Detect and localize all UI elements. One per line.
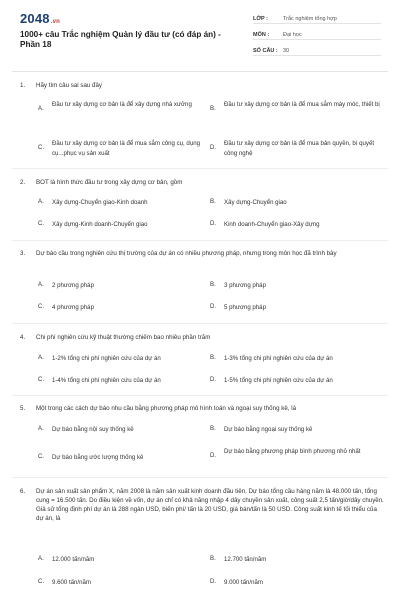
option-letter: B. <box>210 198 216 205</box>
question-1 <box>20 81 385 90</box>
option-text: 4 phương pháp <box>52 304 94 311</box>
option-text: 1-2% tổng chi phí nghiên cứu của dự án <box>52 355 161 362</box>
divider <box>12 240 388 241</box>
option-letter: C. <box>38 144 45 151</box>
divider <box>12 323 388 324</box>
option-c[interactable] <box>38 220 208 230</box>
header <box>0 0 400 64</box>
question-number: 1. <box>20 82 26 89</box>
option-letter: D. <box>210 303 217 310</box>
question-6 <box>20 487 385 523</box>
divider <box>12 477 388 478</box>
meta-info <box>253 12 381 60</box>
meta-count-row <box>253 44 381 56</box>
question-number: 2. <box>20 179 26 186</box>
option-c[interactable] <box>38 453 208 463</box>
option-text: Đầu tư xây dựng cơ bản là để xây dựng nhà xưởng <box>52 101 192 108</box>
option-a[interactable] <box>38 281 208 291</box>
option-text: 12.000 tấn/năm <box>52 556 95 563</box>
divider <box>12 395 388 396</box>
option-letter: D. <box>210 376 217 383</box>
option-letter: B. <box>210 354 216 361</box>
question-5 <box>20 404 385 413</box>
option-text: Kinh doanh-Chuyển giao-Xây dựng <box>224 221 320 228</box>
option-letter: B. <box>210 105 216 112</box>
option-text: 12.700 tấn/năm <box>224 556 267 563</box>
question-number: 3. <box>20 250 26 257</box>
option-text: 3 phương pháp <box>224 282 266 289</box>
option-text: Dự báo bằng ước lượng thống kê <box>52 454 144 461</box>
option-text: Xây dựng-Kinh doanh-Chuyển giao <box>52 221 148 228</box>
option-letter: D. <box>210 144 217 151</box>
option-text: Dự báo bằng ngoại suy thống kê <box>224 426 313 433</box>
option-b[interactable] <box>210 198 380 208</box>
divider <box>12 168 388 169</box>
option-text: Đầu tư xây dựng cơ bản là để mua sắm máy móc, thiết bị <box>224 101 380 108</box>
option-letter: B. <box>210 555 216 562</box>
meta-class-row <box>253 12 381 24</box>
option-a[interactable] <box>38 100 208 112</box>
option-letter: D. <box>210 452 217 459</box>
option-letter: A. <box>38 105 44 112</box>
question-text: Dự án sản xuất sản phẩm X, năm 2008 là năm sản xuất kinh doanh đầu tiên. Dự báo tổng cầu hàng năm là 48.000 tấn, tổng cung = 16.500 tấn. Do điều kiện về vốn, dự án chỉ có khả năng nhập 4 dây chuyền sản xuất, công suất 2,5 tấn/giờ/dây chuyền. Giả sử tổng định phí dự án là 288 ngàn USD, biến phí/ tấn là 20 USD, giá bán/tấn là 50 USD. Công suất kinh tế tối thiểu của dự án, là <box>36 488 384 522</box>
option-d[interactable] <box>210 139 380 158</box>
option-text: Dự báo bằng phương pháp bình phương nhỏ nhất <box>224 448 361 455</box>
question-text: Một trong các cách dự báo nhu cầu bằng phương pháp mô hình toán và ngoại suy thống kê, là <box>36 405 297 412</box>
option-letter: C. <box>38 303 45 310</box>
option-text: Xây dựng-Chuyển giao <box>224 199 287 206</box>
option-letter: B. <box>210 281 216 288</box>
option-letter: B. <box>210 425 216 432</box>
option-text: 9.600 tấn/năm <box>52 579 91 586</box>
option-letter: A. <box>38 198 44 205</box>
document-title: 1000+ câu Trắc nghiệm Quản lý đầu tư (có đáp án) - Phần 18 <box>20 30 221 49</box>
option-b[interactable] <box>210 354 380 364</box>
meta-class-label: LỚP : <box>253 16 268 22</box>
option-letter: A. <box>38 281 44 288</box>
option-b[interactable] <box>210 555 380 565</box>
header-divider <box>12 71 388 72</box>
option-c[interactable] <box>38 578 208 588</box>
option-a[interactable] <box>38 425 208 435</box>
meta-subject-row <box>253 28 381 40</box>
question-text: Chi phí nghiên cứu kỹ thuật thường chiếm bao nhiêu phần trăm <box>36 334 211 341</box>
meta-count-value: 30 <box>283 48 290 54</box>
question-2 <box>20 178 385 187</box>
option-letter: A. <box>38 425 44 432</box>
question-text: Dự báo cầu trong nghiên cứu thị trường của dự án có nhiều phương pháp, nhưng trong môn học đã trình bày <box>36 250 337 257</box>
question-number: 4. <box>20 334 26 341</box>
option-d[interactable] <box>210 578 380 588</box>
option-text: 9.000 tấn/năm <box>224 579 263 586</box>
option-letter: D. <box>210 578 217 585</box>
option-letter: C. <box>38 220 45 227</box>
meta-class-value: Trắc nghiệm tổng hợp <box>283 16 337 22</box>
option-text: 1-3% tổng chi phí nghiên cứu của dự án <box>224 355 333 362</box>
question-text: Hãy tìm câu sai sau đây <box>36 82 103 89</box>
option-d[interactable] <box>210 376 380 386</box>
meta-subject-value: Đại học <box>283 32 302 38</box>
option-b[interactable] <box>210 425 380 435</box>
option-c[interactable] <box>38 303 208 313</box>
option-letter: C. <box>38 376 45 383</box>
option-a[interactable] <box>38 354 208 364</box>
option-letter: A. <box>38 555 44 562</box>
option-text: Đầu tư xây dựng cơ bản là để mua sắm công cụ, dụng cụ...phục vụ sản xuất <box>52 140 200 157</box>
question-3 <box>20 249 385 258</box>
question-4 <box>20 333 385 342</box>
option-text: Dự báo bằng nội suy thống kê <box>52 426 134 433</box>
option-text: 5 phương pháp <box>224 304 266 311</box>
logo-domain: .vn <box>50 19 61 25</box>
option-text: 1-5% tổng chi phí nghiên cứu của dự án <box>224 377 333 384</box>
option-text: Đầu tư xây dựng cơ bản là để mua bản quyền, bí quyết công nghệ <box>224 140 375 157</box>
option-c[interactable] <box>38 376 208 386</box>
option-d[interactable] <box>210 447 380 459</box>
option-letter: D. <box>210 220 217 227</box>
option-a[interactable] <box>38 198 208 208</box>
option-letter: C. <box>38 453 45 460</box>
site-logo[interactable] <box>20 11 60 26</box>
option-d[interactable] <box>210 303 380 313</box>
question-text: BOT là hình thức đầu tư trong xây dựng cơ bản, gồm <box>36 179 183 186</box>
option-letter: C. <box>38 578 45 585</box>
question-number: 6. <box>20 488 26 495</box>
option-text: Xây dựng-Chuyển giao-Kinh doanh <box>52 199 148 206</box>
option-letter: A. <box>38 354 44 361</box>
logo-main: 2048 <box>20 11 50 26</box>
meta-count-label: SỐ CÂU : <box>253 48 278 54</box>
option-b[interactable] <box>210 281 380 291</box>
option-c[interactable] <box>38 139 208 158</box>
option-b[interactable] <box>210 100 380 112</box>
option-text: 1-4% tổng chi phí nghiên cứu của dự án <box>52 377 161 384</box>
option-text: 2 phương pháp <box>52 282 94 289</box>
question-number: 5. <box>20 405 26 412</box>
option-a[interactable] <box>38 555 208 565</box>
meta-subject-label: MÔN : <box>253 32 270 38</box>
option-d[interactable] <box>210 220 380 230</box>
